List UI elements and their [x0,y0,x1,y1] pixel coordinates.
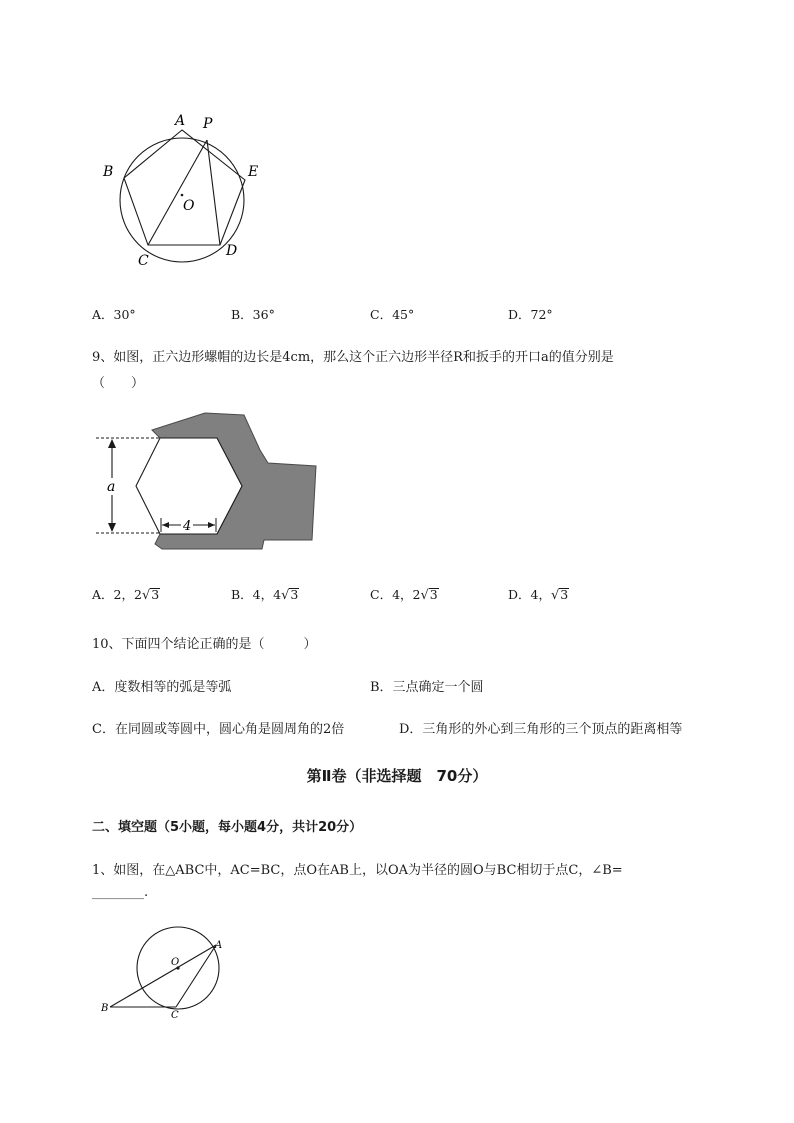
fill1-stem-line1: 1、如图，在△ABC中，AC=BC，点O在AB上，以OA为半径的圆O与BC相切于点C，∠B= [92,863,623,878]
fill1-label-b: B [101,1003,109,1014]
q9-option-a-radicand: 3 [151,587,160,602]
q9-dim-a-arrow-down [108,523,116,532]
sqrt-icon: √ [420,588,429,603]
fill-section-title: 二、填空题（5小题，每小题4分，共计20分） [92,820,363,835]
q9-label-a: a [107,479,116,495]
q8-label-o: O [183,198,195,214]
q9-option-d[interactable] [508,585,569,603]
q9-dim-a-arrow-up [108,439,116,448]
q9-option-c-radicand: 3 [429,587,438,602]
q8-label-b: B [103,164,114,180]
fill1-label-c: C [171,1010,179,1020]
part2-title: 第Ⅱ卷（非选择题 70分） [306,767,488,785]
q9-option-d-radicand: 3 [560,587,569,602]
fill1-label-o: O [171,957,180,968]
q8-label-a: A [175,113,186,129]
q8-option-c[interactable]: C．45° [370,307,415,322]
q10-option-c[interactable]: C．在同圆或等圆中，圆心角是圆周角的2倍 [92,722,345,737]
q10-option-b[interactable]: B．三点确定一个圆 [370,680,484,695]
q9-stem-line2: （ ） [92,376,145,391]
sqrt-icon: √ [141,588,151,603]
q8-circle-pentagon-figure [95,108,270,278]
q8-option-b[interactable]: B．36° [231,307,275,322]
q10-stem: 10、下面四个结论正确的是（ ） [92,637,317,652]
q10-option-a[interactable]: A．度数相等的弧是等弧 [92,680,232,695]
q8-label-p: P [203,116,213,132]
q8-line-pc [148,140,207,245]
fill1-line-ba [110,945,216,1007]
q8-line-pd [207,140,220,245]
q9-wrench-figure [92,408,327,556]
q9-option-a[interactable] [92,585,160,603]
q9-stem-line1: 9、如图，正六边形螺帽的边长是4cm，那么这个正六边形半径R和扳手的开口a的值分别是 [92,350,614,365]
q8-label-c: C [138,253,149,269]
q8-label-e: E [248,164,259,180]
q8-option-a[interactable]: A．30° [92,307,136,322]
fill1-label-a: A [215,940,223,951]
q9-label-4: 4 [183,519,192,534]
q9-option-d-prefix: D．4， [508,587,551,602]
q9-option-b-prefix: B．4，4 [231,587,282,602]
q9-option-b[interactable] [231,585,299,603]
q8-label-d: D [226,243,238,259]
q10-option-d[interactable]: D．三角形的外心到三角形的三个顶点的距离相等 [399,722,683,737]
q8-pentagon [124,130,245,245]
fill1-stem-line2: ________. [92,885,149,900]
fill1-line-ca [176,945,216,1007]
sqrt-icon: √ [281,588,290,603]
q8-center-dot [181,194,184,197]
sqrt-icon: √ [550,588,560,603]
q9-option-c-prefix: C．4，2 [370,587,421,602]
q9-option-a-prefix: A．2，2 [92,587,142,602]
q8-option-d[interactable]: D．72° [508,307,553,322]
q9-option-b-radicand: 3 [290,587,299,602]
q9-option-c[interactable] [370,585,439,603]
fill1-circle-tangent-figure [96,925,236,1020]
